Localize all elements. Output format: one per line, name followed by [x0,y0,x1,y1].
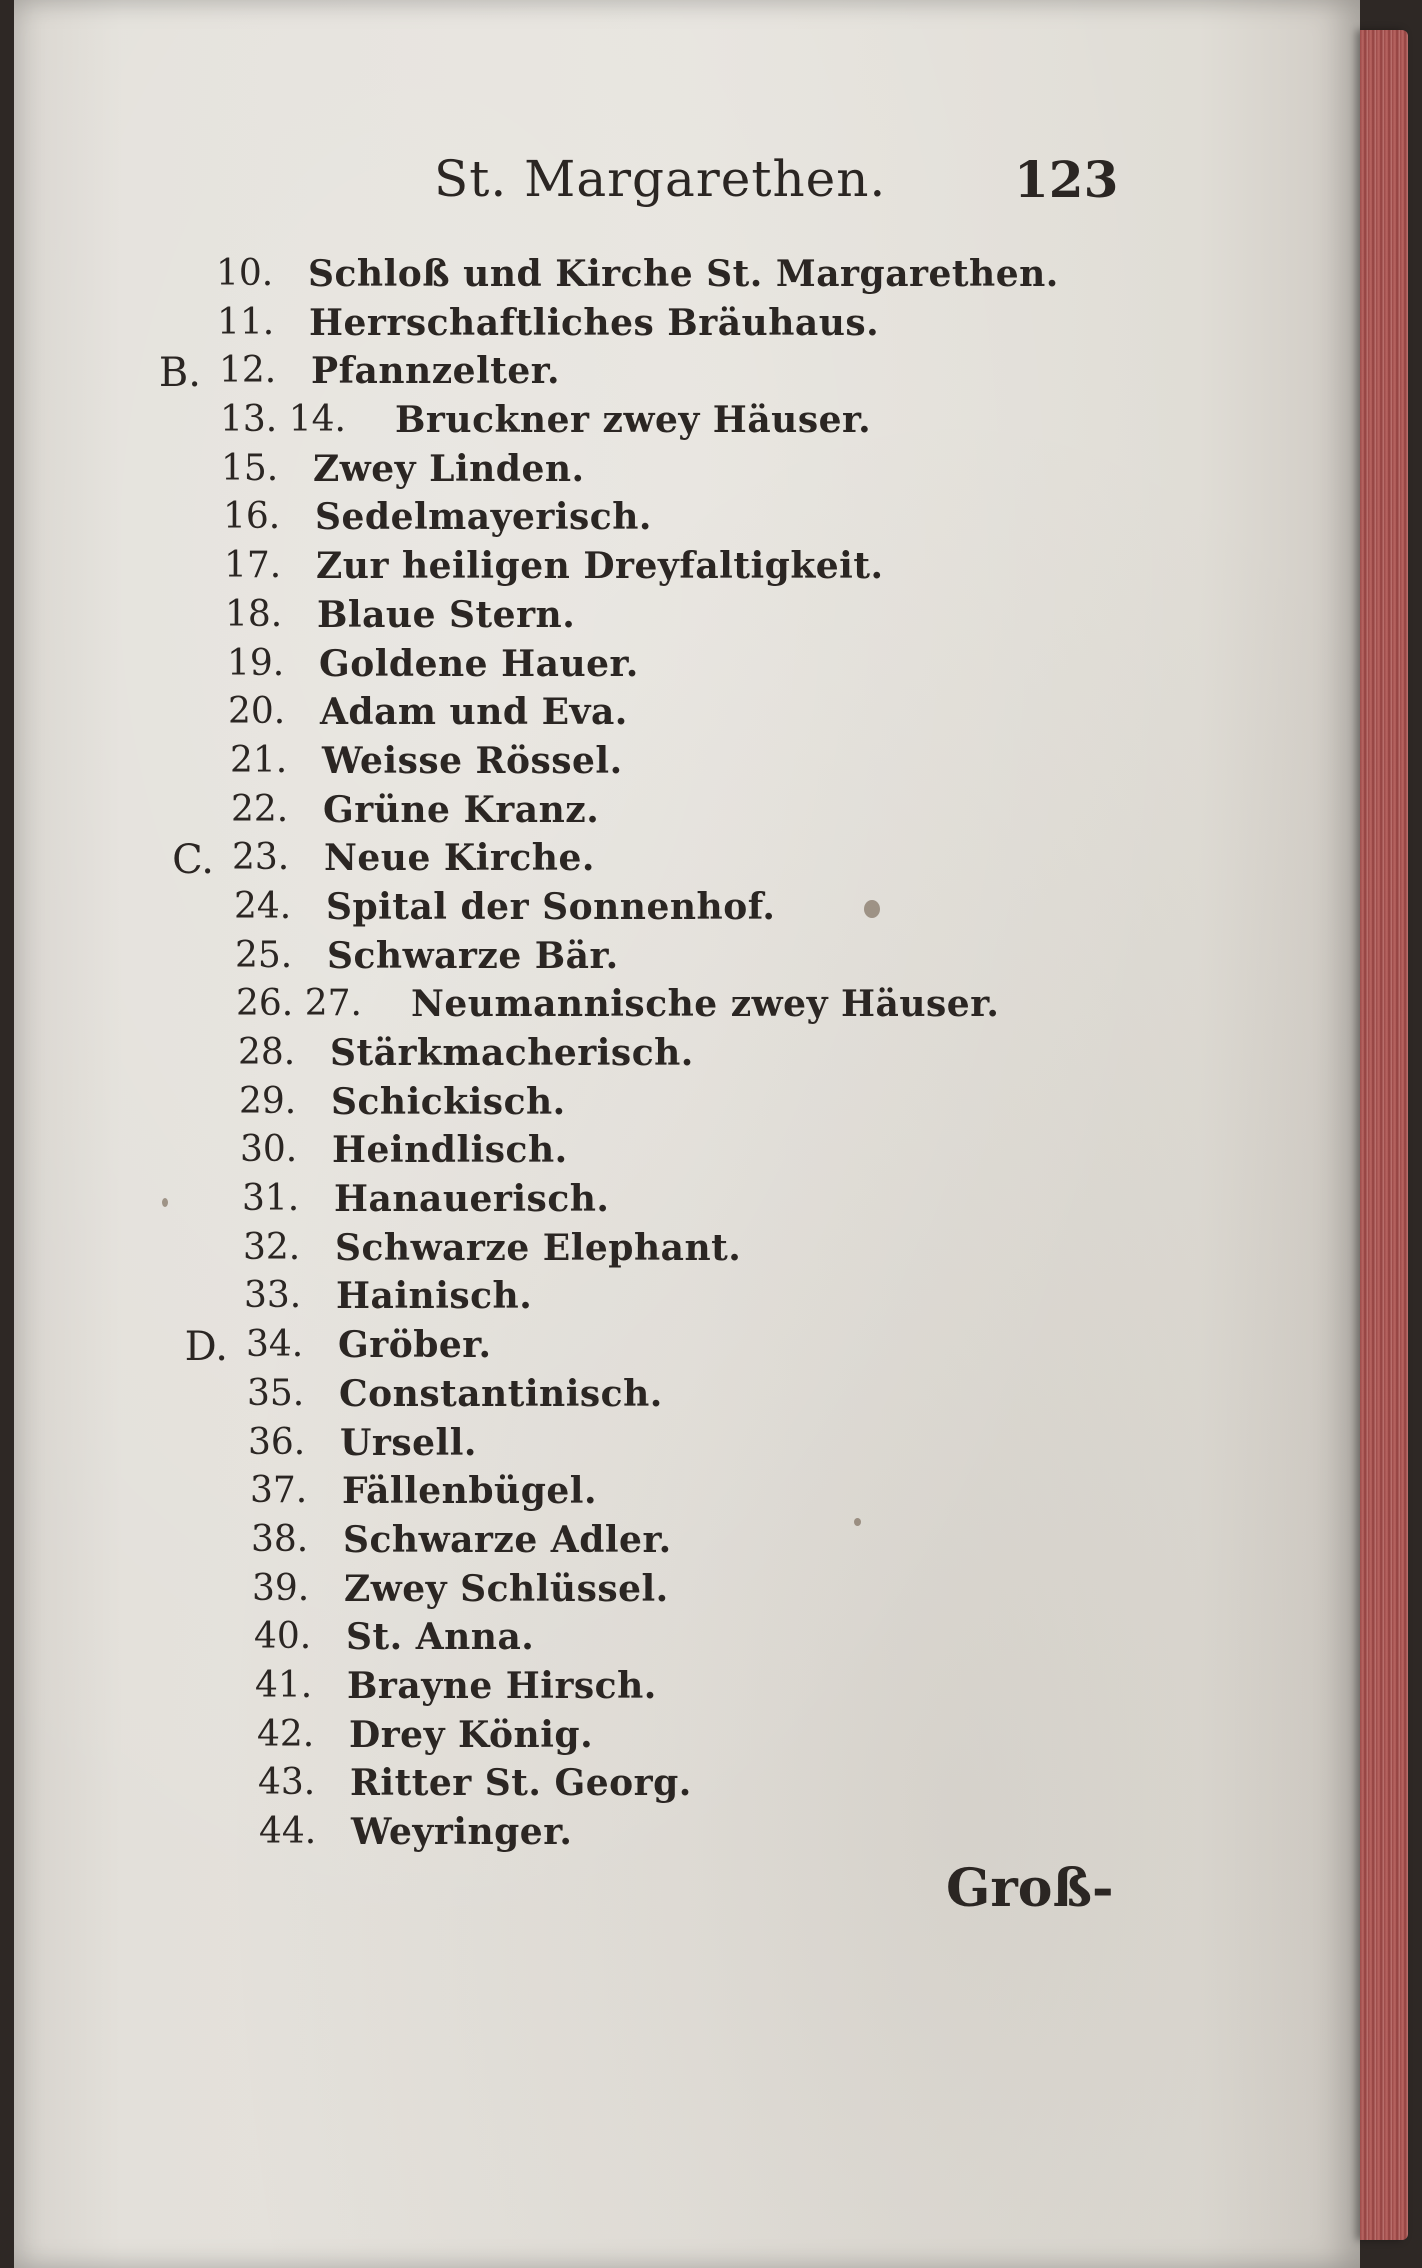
entry-number: 18. [225,593,283,635]
list-item [14,1373,1360,1422]
list-item [14,1422,1360,1471]
list-item [14,448,1360,497]
entry-name: Schwarze Adler. [343,1518,672,1561]
entry-name: Ursell. [340,1421,477,1464]
list-item [14,691,1360,740]
list-item [14,399,1360,448]
list-item [14,1762,1360,1811]
list-item [14,1275,1360,1324]
entry-number: 26. 27. [236,983,362,1025]
list-item [14,1714,1360,1763]
entry-number: 11. [217,301,275,343]
list-item [14,594,1360,643]
entry-name: St. Anna. [346,1616,535,1659]
paper-page [14,0,1360,2268]
entry-number: 20. [228,691,286,733]
entry-number: 22. [231,788,289,830]
entry-name: Sedelmayerisch. [315,496,652,539]
page-edge-stack [1360,30,1408,2240]
entry-name: Blaue Stern. [317,593,576,636]
page-number: 123 [1014,150,1119,209]
list-item [14,1227,1360,1276]
entry-name: Hanauerisch. [334,1178,610,1221]
entry-name: Pfannzelter. [311,350,560,393]
ink-spot [162,1198,168,1207]
list-item [14,1568,1360,1617]
entry-name: Weisse Rössel. [322,739,623,782]
entry-number: 16. [223,496,281,538]
entry-name: Schwarze Elephant. [335,1226,742,1269]
entry-name: Neue Kirche. [324,837,595,880]
list-item [14,983,1360,1032]
entry-number: 44. [259,1811,317,1852]
section-letter: C. [172,837,214,884]
entry-number: 28. [238,1032,296,1073]
entry-number: 24. [234,885,292,927]
list-item [14,1811,1360,1860]
ink-spot [864,900,880,918]
entry-number: 43. [258,1762,316,1804]
list-item [14,1470,1360,1519]
list-item [14,789,1360,838]
house-list [14,253,1360,1860]
entry-number: 37. [250,1470,308,1512]
list-item [14,1665,1360,1714]
list-item [14,1178,1360,1227]
list-item [14,496,1360,545]
entry-name: Goldene Hauer. [319,642,639,685]
entry-name: Schickisch. [331,1080,566,1123]
entry-name: Stärkmacherisch. [330,1032,694,1074]
list-item [14,1129,1360,1178]
list-item [14,837,1360,886]
entry-name: Drey König. [349,1713,594,1756]
entry-name: Adam und Eva. [320,691,628,734]
entry-name: Schloß und Kirche St. Margarethen. [308,253,1059,295]
list-item [14,545,1360,594]
entry-name: Neumannische zwey Häuser. [411,983,1000,1026]
entry-name: Hainisch. [336,1275,533,1318]
entry-name: Zwey Linden. [313,447,585,490]
list-item [14,886,1360,935]
entry-number: 25. [235,934,293,976]
list-item [14,350,1360,399]
entry-number: 15. [221,447,279,489]
section-letter: B. [158,350,201,397]
entry-number: 10. [216,253,274,294]
list-item [14,253,1360,302]
list-item [14,1032,1360,1081]
entry-number: 21. [230,739,288,781]
entry-name: Heindlisch. [332,1129,568,1172]
entry-name: Zur heiligen Dreyfaltigkeit. [316,545,884,588]
entry-number: 17. [224,545,282,587]
list-item [14,643,1360,692]
entry-name: Schwarze Bär. [327,934,619,977]
entry-name: Bruckner zwey Häuser. [395,399,872,442]
entry-number: 29. [239,1080,297,1122]
list-item [14,1616,1360,1665]
list-item [14,935,1360,984]
entry-number: 35. [247,1372,305,1414]
entry-number: 31. [242,1178,300,1220]
entry-number: 39. [252,1567,310,1609]
entry-name: Herrschaftliches Bräuhaus. [309,301,880,344]
entry-number: 12. [219,350,277,392]
ink-spot [854,1518,861,1526]
list-item [14,740,1360,789]
entry-number: 33. [244,1275,302,1317]
running-title: St. Margarethen. [434,150,887,208]
entry-number: 23. [232,837,290,879]
list-item [14,1324,1360,1373]
entry-name: Weyringer. [351,1811,573,1853]
entry-name: Spital der Sonnenhof. [326,885,776,928]
entry-name: Constantinisch. [339,1372,663,1415]
entry-number: 42. [257,1713,315,1755]
entry-name: Gröber. [338,1324,492,1367]
catchword: Groß- [946,1858,1114,1919]
entry-name: Grüne Kranz. [323,788,600,831]
entry-number: 34. [246,1324,304,1366]
list-item [14,302,1360,351]
entry-name: Zwey Schlüssel. [344,1567,669,1610]
entry-number: 40. [254,1616,312,1658]
entry-number: 30. [240,1129,298,1171]
entry-number: 38. [251,1518,309,1560]
entry-number: 13. 14. [220,399,346,441]
section-letter: D. [184,1324,228,1371]
entry-number: 41. [255,1664,313,1706]
entry-name: Fällenbügel. [342,1470,597,1513]
entry-number: 19. [227,642,285,684]
page-header [14,150,1360,230]
list-item [14,1519,1360,1568]
entry-number: 32. [243,1226,301,1268]
entry-number: 36. [248,1421,306,1463]
list-item [14,1081,1360,1130]
entry-name: Brayne Hirsch. [347,1664,657,1707]
entry-name: Ritter St. Georg. [350,1762,692,1805]
